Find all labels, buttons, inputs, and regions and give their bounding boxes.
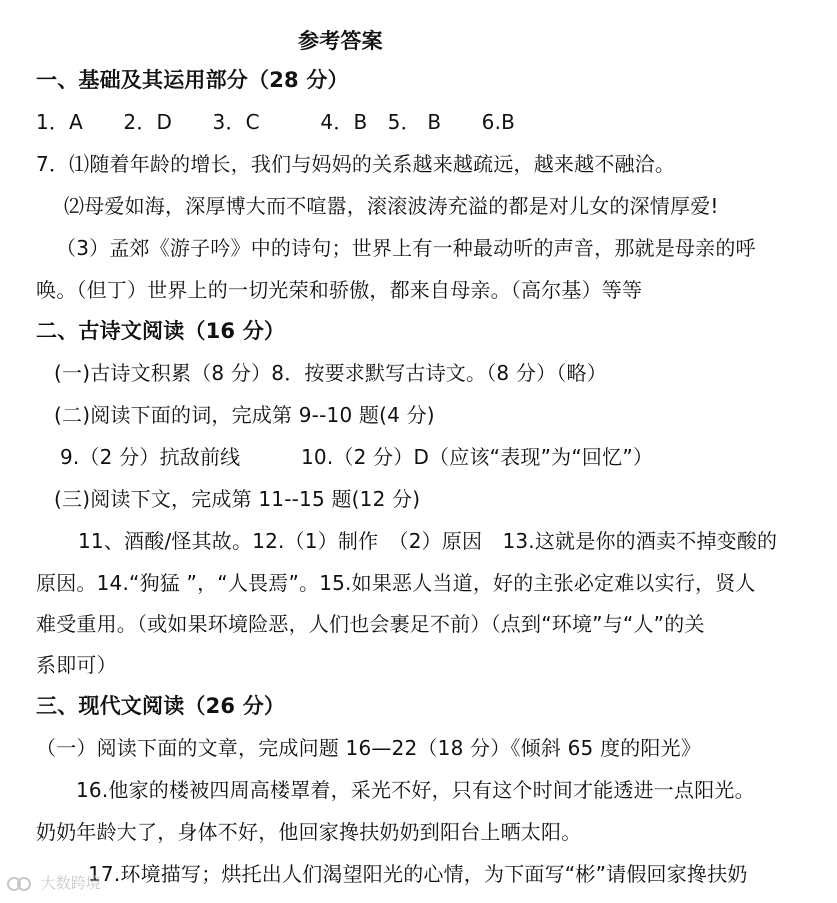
answer-line-15-cont: 难受重用。（或如果环境险恶，人们也会裹足不前）（点到“环境”与“人”的关 bbox=[36, 612, 705, 636]
answer-line-16-cont: 奶奶年龄大了，身体不好，他回家搀扶奶奶到阳台上晒太阳。 bbox=[36, 820, 582, 844]
subsection-heading-modern-1: （一）阅读下面的文章，完成问题 16—22（18 分）《倾斜 65 度的阳光》 bbox=[36, 736, 702, 760]
answer-line-7-3-cont: 唤。（但丁）世界上的一切光荣和骄傲，都来自母亲。（高尔基）等等 bbox=[36, 278, 643, 302]
watermark-logo-icon bbox=[6, 875, 32, 893]
subsection-heading-2: (二)阅读下面的词，完成第 9--10 题(4 分) bbox=[54, 403, 435, 427]
answer-line-1-6: 1．A 2．D 3．C 4．B 5． B 6.B bbox=[36, 110, 516, 134]
answer-line-7-1: 7．⑴随着年龄的增长，我们与妈妈的关系越来越疏远，越来越不融洽。 bbox=[36, 152, 676, 176]
section-heading-classical: 二、古诗文阅读（16 分） bbox=[36, 319, 286, 343]
answer-line-9-10: 9.（2 分）抗敌前线 10.（2 分）D（应该“表现”为“回忆”） bbox=[60, 445, 654, 469]
answer-line-16: 16.他家的楼被四周高楼罩着，采光不好，只有这个时间才能透进一点阳光。 bbox=[76, 778, 755, 802]
answer-line-7-2: ⑵母爱如海，深厚博大而不喧嚣，滚滚波涛充溢的都是对儿女的深情厚爱! bbox=[64, 194, 719, 218]
answer-line-15-end: 系即可） bbox=[36, 653, 117, 677]
answer-line-11-13: 11、酒酸/怪其故。12.（1）制作 （2）原因 13.这就是你的酒卖不掉变酸的 bbox=[78, 529, 778, 553]
watermark bbox=[6, 872, 101, 893]
watermark-text: 大数跨境 bbox=[40, 874, 101, 892]
answer-line-14-15: 原因。14.“狗猛 ”，“人畏焉”。15.如果恶人当道，好的主张必定难以实行，贤人 bbox=[36, 571, 756, 595]
answer-line-17: 17.环境描写；烘托出人们渴望阳光的心情，为下面写“彬”请假回家搀扶奶 bbox=[88, 862, 748, 886]
document-title: 参考答案 bbox=[298, 29, 383, 53]
section-heading-basics: 一、基础及其运用部分（28 分） bbox=[36, 68, 349, 92]
answer-line-7-3: （3）孟郊《游子吟》中的诗句；世界上有一种最动听的声音，那就是母亲的呼 bbox=[56, 236, 756, 260]
subsection-heading-3: (三)阅读下文，完成第 11--15 题(12 分) bbox=[54, 487, 421, 511]
section-heading-modern: 三、现代文阅读（26 分） bbox=[36, 694, 286, 718]
answer-line-8: (一)古诗文积累（8 分）8．按要求默写古诗文。（8 分）（略） bbox=[54, 361, 607, 385]
